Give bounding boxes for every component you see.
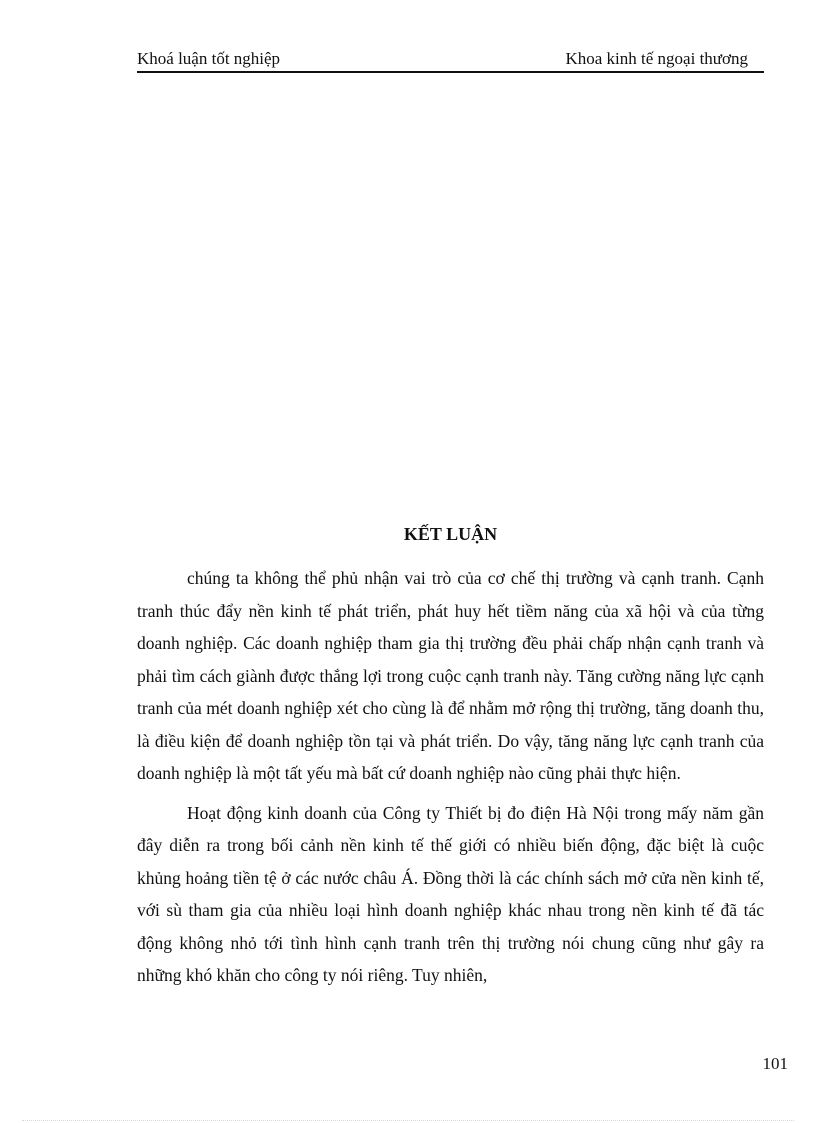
paragraph-2: Hoạt động kinh doanh của Công ty Thiết bị đo điện Hà Nội trong mấy năm gần đây diễn ra trong bối cảnh nền kinh tế thế giới có nhiều biến động, đặc biệt là cuộc khủng hoảng tiền tệ ở các nước châu Á. Đồng thời là các chính sách mở cửa nền kinh tế, với sù tham gia của nhiều loại hình doanh nghiệp khác nhau trong nền kinh tế đã tác động không nhỏ tới tình hình cạnh tranh trên thị trường nói chung cũng như gây ra những khó khăn cho công ty nói riêng. Tuy nhiên, <box>137 802 764 985</box>
page-number: 101 <box>762 1054 788 1073</box>
footer-divider <box>22 1120 794 1121</box>
body-text <box>137 562 764 992</box>
header-thesis-label: Khoá luận tốt nghiệp <box>137 49 281 68</box>
page-header <box>137 49 764 73</box>
section-title: KẾT LUẬN <box>403 524 498 544</box>
paragraph-1: chúng ta không thể phủ nhận vai trò của cơ chế thị trường và cạnh tranh. Cạnh tranh thúc đẩy nền kinh tế phát triển, phát huy hết tiềm năng của xã hội và của từng doanh nghiệp. Các doanh nghiệp tham gia thị trường đều phải chấp nhận cạnh tranh và phải tìm cách giành được thắng lợi trong cuộc cạnh tranh này. Tăng cường năng lực cạnh tranh của mét doanh nghiệp xét cho cùng là để nhằm mở rộng thị trường, tăng doanh thu, là điều kiện để doanh nghiệp tồn tại và phát triển. Do vậy, tăng năng lực cạnh tranh của doanh nghiệp là một tất yếu mà bất cứ doanh nghiệp nào cũng phải thực hiện. <box>137 568 764 783</box>
header-faculty-label: Khoa kinh tế ngoại thương <box>565 49 748 68</box>
